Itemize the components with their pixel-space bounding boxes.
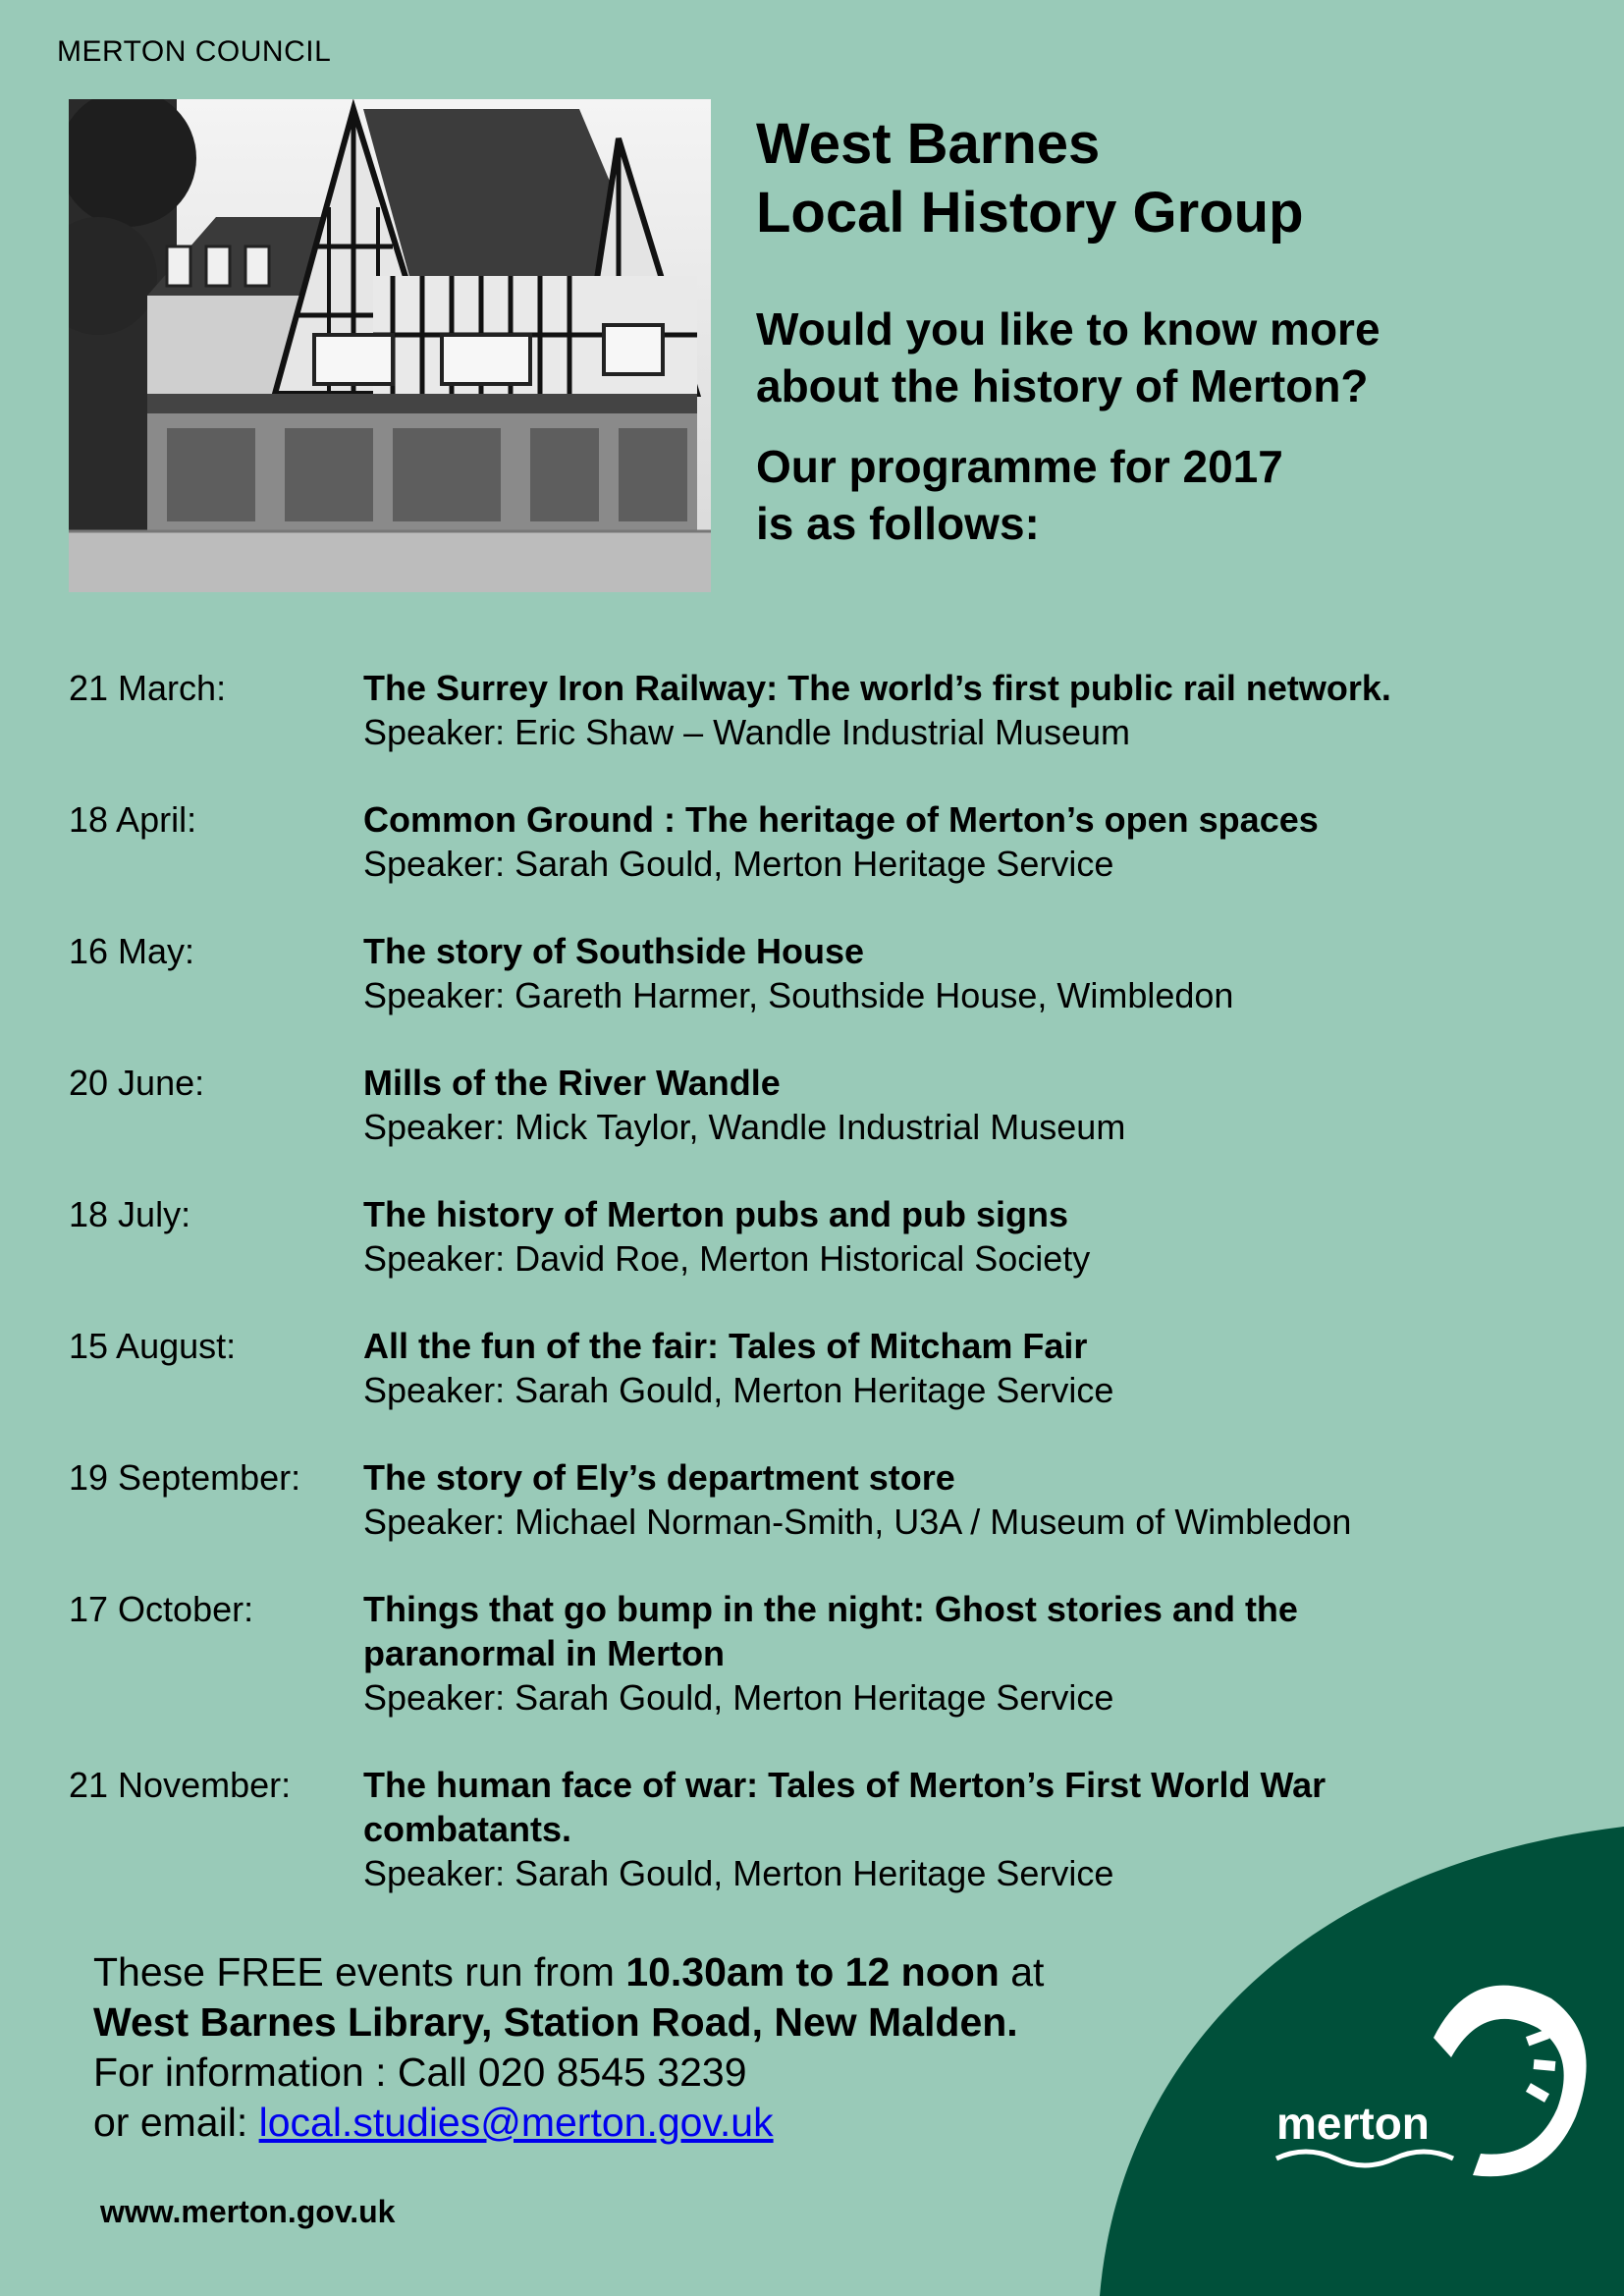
group-title <box>756 110 1304 247</box>
footer-line-phone: For information : Call 020 8545 3239 <box>93 2050 747 2095</box>
programme-line-1: Our programme for 2017 <box>756 441 1283 492</box>
programme-heading <box>756 438 1283 552</box>
event-speaker: Speaker: Sarah Gould, Merton Heritage Service <box>363 844 1114 884</box>
event-date: 16 May: <box>69 931 195 971</box>
question-line-1: Would you like to know more <box>756 303 1380 355</box>
title-line-1: West Barnes <box>756 112 1101 176</box>
event-title: The human face of war: Tales of Merton’s First World War combatants. <box>363 1765 1326 1849</box>
event-speaker: Speaker: Sarah Gould, Merton Heritage Service <box>363 1370 1114 1410</box>
footer-line-time: These FREE events run from 10.30am to 12 noon at <box>93 1949 1045 1995</box>
event-title: Things that go bump in the night: Ghost stories and the paranormal in Merton <box>363 1589 1298 1673</box>
email-link[interactable]: local.studies@merton.gov.uk <box>258 2100 774 2145</box>
event-details-footer <box>93 1947 1044 2148</box>
event-speaker: Speaker: Sarah Gould, Merton Heritage Service <box>363 1853 1114 1893</box>
question-line-2: about the history of Merton? <box>756 360 1369 411</box>
event-date: 20 June: <box>69 1063 205 1103</box>
library-building-photo <box>69 99 711 592</box>
footer-line-venue: West Barnes Library, Station Road, New Malden. <box>93 1999 1018 2045</box>
organisation-name: MERTON COUNCIL <box>57 35 332 68</box>
merton-logo-text: merton <box>1276 2098 1430 2149</box>
website-link[interactable]: www.merton.gov.uk <box>100 2194 396 2229</box>
event-speaker: Speaker: Eric Shaw – Wandle Industrial Museum <box>363 712 1131 752</box>
event-title: The Surrey Iron Railway: The world’s first public rail network. <box>363 668 1391 708</box>
footer-line-email: or email: local.studies@merton.gov.uk <box>93 2100 774 2145</box>
event-title: The history of Merton pubs and pub signs <box>363 1194 1068 1234</box>
event-speaker: Speaker: Mick Taylor, Wandle Industrial Museum <box>363 1107 1126 1147</box>
event-date: 19 September: <box>69 1457 301 1498</box>
event-date: 18 April: <box>69 799 197 840</box>
event-date: 21 November: <box>69 1765 292 1805</box>
corner-logo-panel <box>1080 1827 1624 2296</box>
event-title: The story of Ely’s department store <box>363 1457 955 1498</box>
title-line-2: Local History Group <box>756 181 1304 245</box>
event-title: The story of Southside House <box>363 931 865 971</box>
programme-line-2: is as follows: <box>756 498 1040 549</box>
event-date: 18 July: <box>69 1194 191 1234</box>
intro-question <box>756 301 1380 414</box>
event-date: 17 October: <box>69 1589 254 1629</box>
event-speaker: Speaker: Gareth Harmer, Southside House, Wimbledon <box>363 975 1234 1015</box>
event-speaker: Speaker: David Roe, Merton Historical Society <box>363 1238 1091 1279</box>
event-title: Mills of the River Wandle <box>363 1063 781 1103</box>
event-speaker: Speaker: Michael Norman-Smith, U3A / Museum of Wimbledon <box>363 1502 1352 1542</box>
event-date: 21 March: <box>69 668 227 708</box>
event-title: All the fun of the fair: Tales of Mitcham Fair <box>363 1326 1088 1366</box>
event-date: 15 August: <box>69 1326 237 1366</box>
event-speaker: Speaker: Sarah Gould, Merton Heritage Service <box>363 1677 1114 1718</box>
event-title: Common Ground : The heritage of Merton’s open spaces <box>363 799 1319 840</box>
